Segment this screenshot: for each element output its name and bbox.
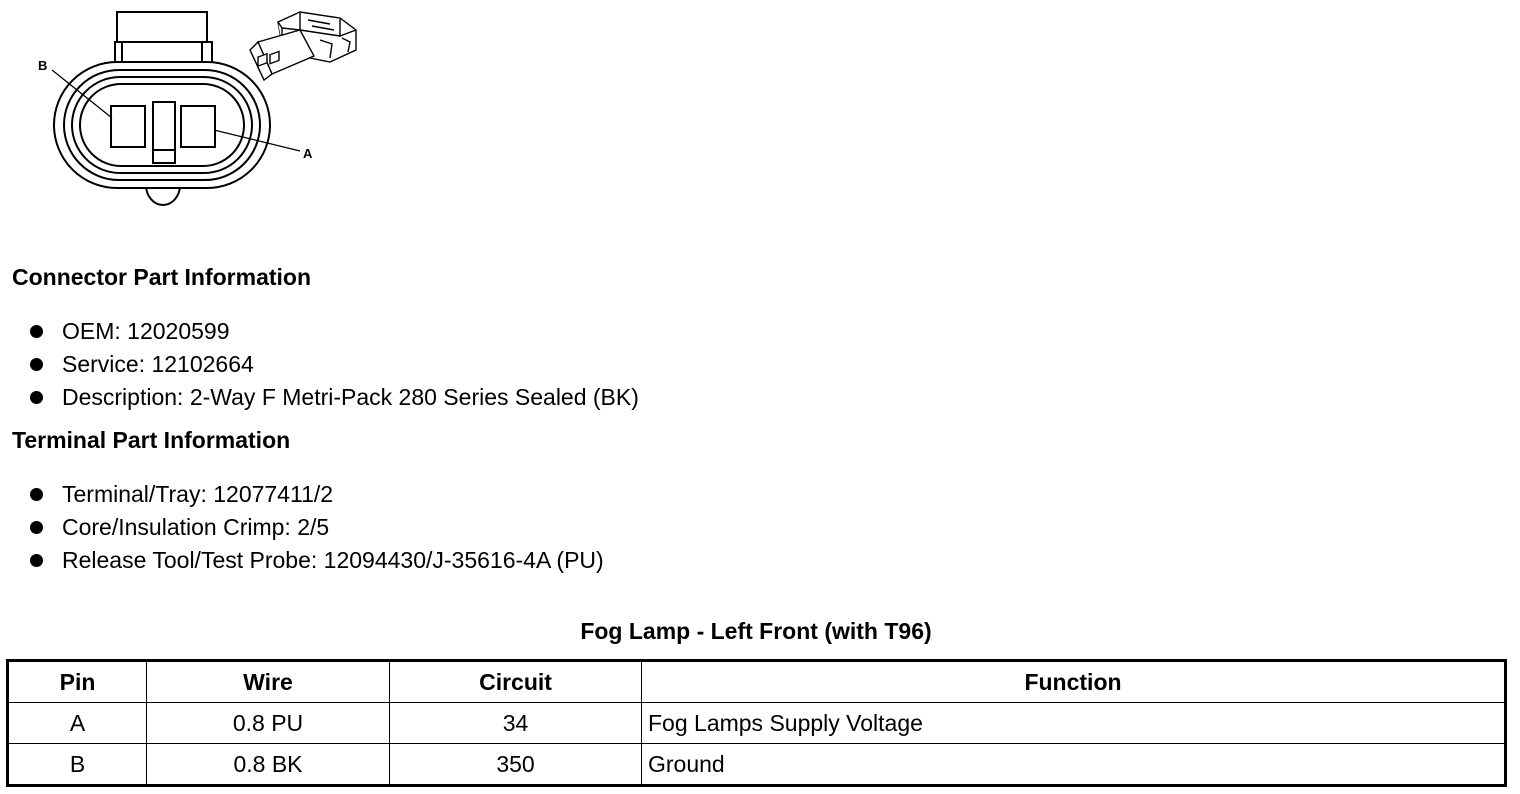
connector-part-heading: Connector Part Information bbox=[12, 264, 312, 290]
pin-cell: A bbox=[8, 703, 147, 744]
circuit-cell: 34 bbox=[390, 703, 642, 744]
column-header-function: Function bbox=[642, 661, 1506, 703]
terminal-part-heading: Terminal Part Information bbox=[12, 427, 291, 453]
table-row bbox=[8, 703, 1506, 744]
list-item bbox=[30, 315, 639, 348]
list-item-text: Release Tool/Test Probe: 12094430/J-35616-4A (PU) bbox=[62, 547, 604, 573]
list-item bbox=[30, 478, 604, 511]
connector-thumbnail bbox=[250, 12, 356, 80]
table-row bbox=[8, 744, 1506, 786]
list-item bbox=[30, 348, 639, 381]
list-item-text: Service: 12102664 bbox=[62, 351, 254, 377]
connector-part-list bbox=[30, 315, 639, 414]
pin-b-callout: B bbox=[38, 58, 48, 73]
list-item-text: Terminal/Tray: 12077411/2 bbox=[62, 481, 334, 507]
circuit-cell: 350 bbox=[390, 744, 642, 786]
pin-cell: B bbox=[8, 744, 147, 786]
bullet-icon bbox=[30, 325, 43, 338]
list-item-text: OEM: 12020599 bbox=[62, 318, 230, 344]
function-cell: Fog Lamps Supply Voltage bbox=[642, 703, 1506, 744]
function-cell: Ground bbox=[642, 744, 1506, 786]
bullet-icon bbox=[30, 391, 43, 404]
list-item-text: Core/Insulation Crimp: 2/5 bbox=[62, 514, 330, 540]
table-header-row bbox=[8, 661, 1506, 703]
list-item bbox=[30, 544, 604, 577]
list-item-text: Description: 2-Way F Metri-Pack 280 Series Sealed (BK) bbox=[62, 384, 639, 410]
pin-a-callout: A bbox=[303, 146, 313, 161]
connector-diagram bbox=[0, 0, 380, 230]
column-header-wire: Wire bbox=[147, 661, 390, 703]
list-item bbox=[30, 381, 639, 414]
wire-cell: 0.8 BK bbox=[147, 744, 390, 786]
column-header-circuit: Circuit bbox=[390, 661, 642, 703]
bullet-icon bbox=[30, 358, 43, 371]
bullet-icon bbox=[30, 521, 43, 534]
table-title: Fog Lamp - Left Front (with T96) bbox=[580, 618, 932, 644]
bullet-icon bbox=[30, 554, 43, 567]
list-item bbox=[30, 511, 604, 544]
column-header-pin: Pin bbox=[8, 661, 147, 703]
pin-table bbox=[6, 659, 1507, 787]
bullet-icon bbox=[30, 488, 43, 501]
wire-cell: 0.8 PU bbox=[147, 703, 390, 744]
terminal-part-list bbox=[30, 478, 604, 577]
